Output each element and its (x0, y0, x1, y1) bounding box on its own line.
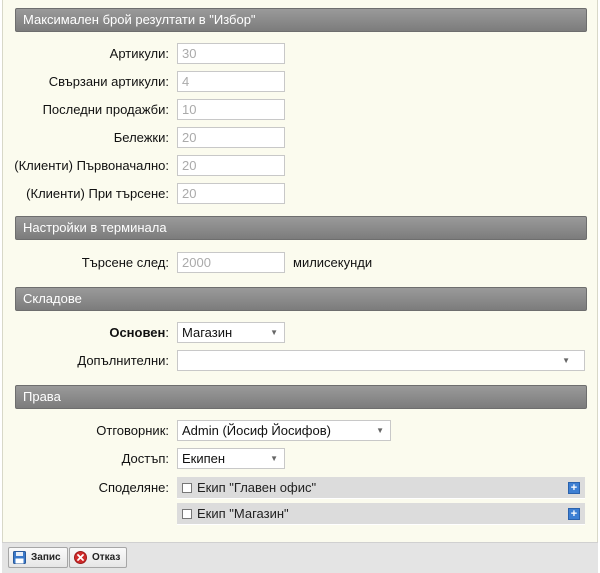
cancel-button-label: Отказ (92, 552, 121, 563)
share-item-label: Екип "Главен офис" (197, 480, 317, 495)
row-additional-stores (3, 350, 599, 372)
search-after-input[interactable]: 2000 (177, 252, 285, 273)
label-last-sales: Последни продажби: (42, 102, 169, 117)
main-store-label-text: Основен (109, 325, 166, 340)
settings-panel (2, 0, 598, 573)
label-responsible: Отговорник: (96, 423, 169, 438)
row-articles (3, 43, 599, 65)
row-notes (3, 127, 599, 149)
chevron-down-icon: ▼ (562, 356, 570, 365)
expand-plus-icon[interactable]: + (568, 482, 580, 494)
share-checkbox[interactable] (182, 483, 192, 493)
label-clients-search: (Клиенти) При търсене: (26, 186, 169, 201)
label-sharing: Споделяне: (98, 480, 169, 495)
row-access (3, 448, 599, 470)
row-responsible (3, 420, 599, 442)
section-header-terminal: Настройки в терминала (15, 216, 587, 240)
label-main-store (109, 322, 169, 344)
row-search-after (3, 252, 599, 274)
clients-initial-input[interactable]: 20 (177, 155, 285, 176)
section-header-rights: Права (15, 385, 587, 409)
access-value: Екипен (182, 451, 226, 466)
cancel-icon (74, 551, 87, 564)
responsible-value: Admin (Йосиф Йосифов) (182, 423, 331, 438)
chevron-down-icon: ▼ (270, 328, 278, 337)
share-item[interactable] (177, 477, 585, 499)
label-notes: Бележки: (113, 130, 169, 145)
row-last-sales (3, 99, 599, 121)
floppy-disk-icon (13, 551, 26, 564)
share-item[interactable] (177, 503, 585, 525)
notes-input[interactable]: 20 (177, 127, 285, 148)
share-item-label: Екип "Магазин" (197, 506, 289, 521)
main-store-select[interactable] (177, 322, 285, 343)
label-articles: Артикули: (109, 46, 169, 61)
main-store-value: Магазин (182, 325, 233, 340)
last-sales-input[interactable]: 10 (177, 99, 285, 120)
section-header-stores: Складове (15, 287, 587, 311)
chevron-down-icon: ▼ (270, 454, 278, 463)
bottom-toolbar (2, 542, 598, 573)
label-clients-initial: (Клиенти) Първоначално: (14, 158, 169, 173)
save-button-label: Запис (31, 552, 61, 563)
responsible-select[interactable] (177, 420, 391, 441)
expand-plus-icon[interactable]: + (568, 508, 580, 520)
additional-stores-select[interactable] (177, 350, 585, 371)
row-related (3, 71, 599, 93)
save-button[interactable] (8, 547, 68, 568)
access-select[interactable] (177, 448, 285, 469)
label-related: Свързани артикули: (48, 74, 169, 89)
cancel-button[interactable] (69, 547, 127, 568)
row-main-store (3, 322, 599, 344)
label-search-after: Търсене след: (81, 255, 169, 270)
unit-milliseconds: милисекунди (293, 255, 373, 270)
row-clients-initial (3, 155, 599, 177)
articles-input[interactable]: 30 (177, 43, 285, 64)
label-access: Достъп: (121, 451, 169, 466)
clients-search-input[interactable]: 20 (177, 183, 285, 204)
related-articles-input[interactable]: 4 (177, 71, 285, 92)
section-header-results: Максимален брой резултати в "Избор" (15, 8, 587, 32)
label-additional-stores: Допълнителни: (77, 353, 169, 368)
share-checkbox[interactable] (182, 509, 192, 519)
main-store-label-colon: : (165, 325, 169, 340)
chevron-down-icon: ▼ (376, 426, 384, 435)
row-clients-search (3, 183, 599, 205)
